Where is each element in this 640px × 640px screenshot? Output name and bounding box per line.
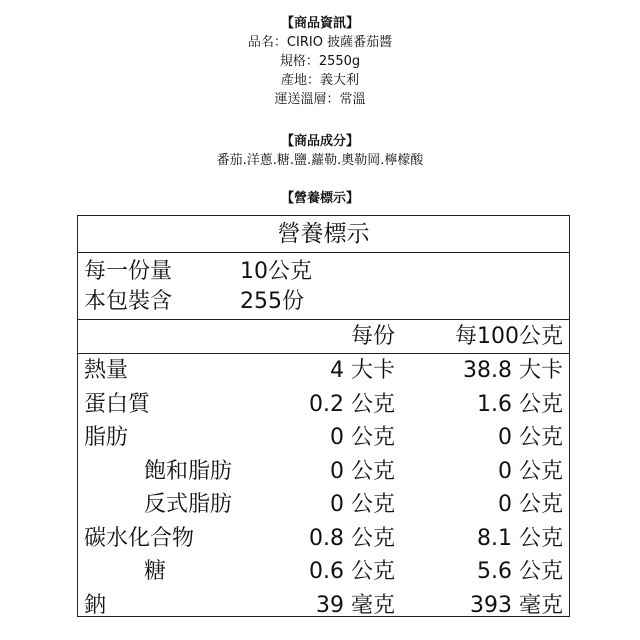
nutrient-row-calories [78,354,569,388]
nutrient-per-serving: 39 毫克 [316,592,395,618]
nutrient-label: 反式脂肪 [144,492,233,517]
serving-size-row [78,257,569,287]
column-header-per-100g: 每100公克 [455,324,563,349]
nutrient-row-trans-fat [78,488,569,522]
nutrient-per-100g: 5.6 公克 [477,559,563,584]
product-info-heading: 【商品資訊】 [280,16,359,31]
serving-size-value: 10公克 [240,259,312,284]
nutrition-heading: 【營養標示】 [280,191,359,206]
nutrient-row-fat [78,421,569,455]
nutrient-per-serving: 0 公克 [330,492,395,517]
nutrient-row-saturated-fat [78,455,569,489]
ingredients-heading: 【商品成分】 [280,134,359,149]
nutrient-per-100g: 1.6 公克 [477,391,563,417]
nutrient-label: 糖 [144,559,167,584]
nutrient-rows [78,354,569,622]
nutrition-facts-panel [77,215,570,617]
nutrient-per-serving: 0.2 公克 [309,391,395,417]
servings-per-package-value: 255份 [240,289,304,314]
product-spec: 規格：2550g [279,54,361,69]
product-name: 品名：CIRIO 披薩番茄醬 [247,35,393,50]
servings-per-package-row [78,287,569,317]
nutrient-per-serving: 0 公克 [330,458,395,484]
nutrient-per-100g: 0 公克 [498,458,563,484]
nutrient-label: 碳水化合物 [84,525,195,551]
ingredients-section [0,132,640,170]
product-origin: 產地：義大利 [280,73,359,88]
column-header-per-serving: 每份 [350,324,395,349]
ingredients-text: 番茄.洋蔥.糖.鹽.蘿勒.奧勒岡.檸檬酸 [216,153,424,168]
nutrient-label: 鈉 [84,592,107,618]
nutrient-per-serving: 0.6 公克 [309,559,395,584]
nutrient-per-serving: 0 公克 [330,425,395,450]
nutrient-per-100g: 0 公克 [498,492,563,517]
nutrient-label: 飽和脂肪 [144,458,233,484]
nutrient-per-serving: 4 大卡 [330,358,395,383]
nutrient-per-100g: 38.8 大卡 [463,358,563,383]
serving-info [78,253,569,320]
nutrition-panel-title: 營養標示 [78,216,569,253]
nutrient-per-100g: 0 公克 [498,425,563,450]
product-shipping-temp: 運送溫層：常溫 [274,92,366,107]
nutrient-row-sodium [78,589,569,623]
nutrient-row-protein [78,388,569,422]
nutrient-per-100g: 393 毫克 [470,592,563,618]
column-headers [78,320,569,354]
nutrient-label: 熱量 [84,358,129,383]
servings-per-package-label: 本包裝含 [84,289,173,314]
nutrient-row-carbohydrate [78,522,569,556]
nutrient-per-serving: 0.8 公克 [309,525,395,551]
nutrient-label: 蛋白質 [84,391,151,417]
serving-size-label: 每一份量 [84,259,173,284]
nutrient-row-sugar [78,555,569,589]
nutrient-per-100g: 8.1 公克 [477,525,563,551]
nutrition-section [0,189,640,208]
product-info-section [0,14,640,109]
nutrient-label: 脂肪 [84,425,129,450]
